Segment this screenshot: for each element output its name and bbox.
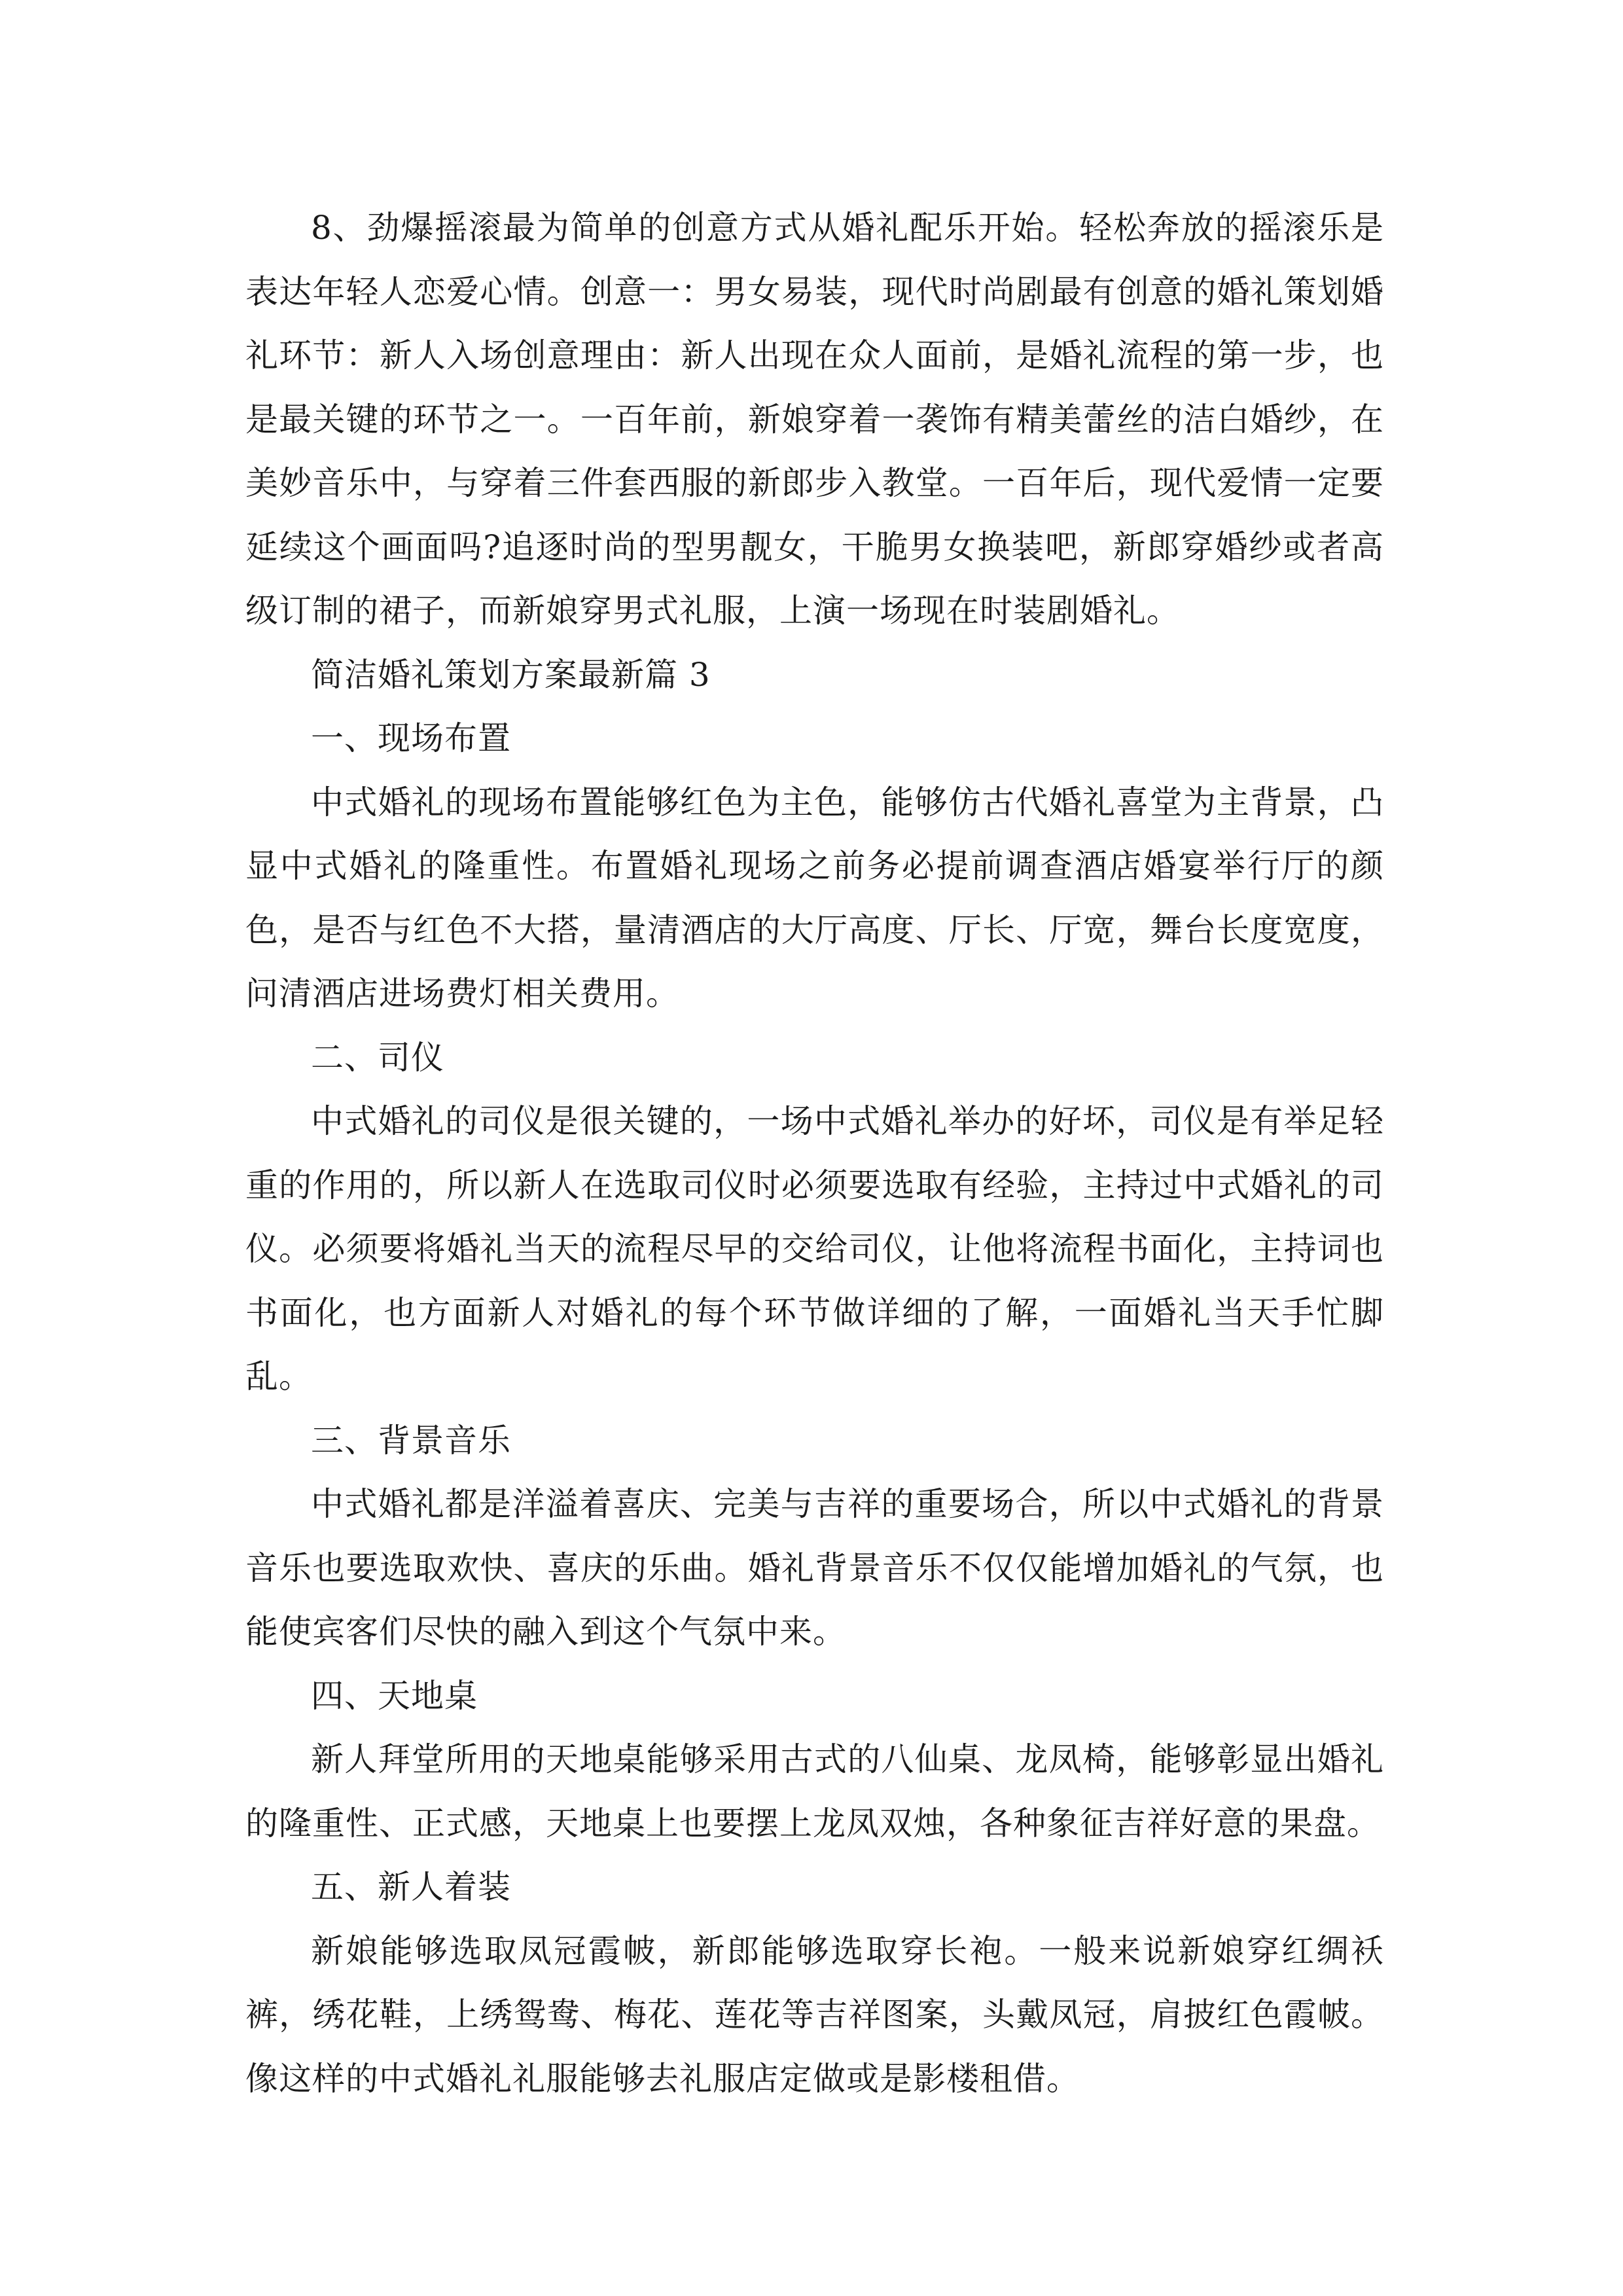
document-body bbox=[245, 196, 1384, 2111]
paragraph-mc: 中式婚礼的司仪是很关键的，一场中式婚礼举办的好坏，司仪是有举足轻重的作用的，所以新人在选取司仪时必须要选取有经验，主持过中式婚礼的司仪。必须要将婚礼当天的流程尽早的交给司仪，让他将流程书面化，主持词也书面化，也方面新人对婚礼的每个环节做详细的了解，一面婚礼当天手忙脚乱。 bbox=[245, 1102, 1384, 1395]
heading-background-music: 三、背景音乐 bbox=[311, 1421, 511, 1460]
heading-venue-decoration: 一、现场布置 bbox=[311, 719, 511, 757]
heading-mc: 二、司仪 bbox=[311, 1038, 444, 1077]
section-title: 简洁婚礼策划方案最新篇 3 bbox=[311, 655, 711, 694]
paragraph-heaven-earth-table: 新人拜堂所用的天地桌能够采用古式的八仙桌、龙凤椅，能够彰显出婚礼的隆重性、正式感，天地桌上也要摆上龙凤双烛，各种象征吉祥好意的果盘。 bbox=[245, 1740, 1384, 1842]
heading-couple-attire: 五、新人着装 bbox=[311, 1868, 511, 1906]
paragraph-venue-decoration: 中式婚礼的现场布置能够红色为主色，能够仿古代婚礼喜堂为主背景，凸显中式婚礼的隆重性。布置婚礼现场之前务必提前调查酒店婚宴举行厅的颜色，是否与红色不大搭，量清酒店的大厅高度、厅长、厅宽，舞台长度宽度，问清酒店进场费灯相关费用。 bbox=[245, 783, 1384, 1013]
paragraph-couple-attire: 新娘能够选取凤冠霞帔，新郎能够选取穿长袍。一般来说新娘穿红绸袄裤，绣花鞋，上绣鸳鸯、梅花、莲花等吉祥图案，头戴凤冠，肩披红色霞帔。像这样的中式婚礼礼服能够去礼服店定做或是影楼租借。 bbox=[245, 1931, 1384, 2098]
heading-heaven-earth-table: 四、天地桌 bbox=[311, 1676, 478, 1715]
paragraph-rock-music: 8、劲爆摇滚最为简单的创意方式从婚礼配乐开始。轻松奔放的摇滚乐是表达年轻人恋爱心情。创意一：男女易装，现代时尚剧最有创意的婚礼策划婚礼环节：新人入场创意理由：新人出现在众人面前，是婚礼流程的第一步，也是最关键的环节之一。一百年前，新娘穿着一袭饰有精美蕾丝的洁白婚纱，在美妙音乐中，与穿着三件套西服的新郎步入教堂。一百年后，现代爱情一定要延续这个画面吗?追逐时尚的型男靓女，干脆男女换装吧，新郎穿婚纱或者高级订制的裙子，而新娘穿男式礼服，上演一场现在时装剧婚礼。 bbox=[245, 209, 1384, 630]
paragraph-background-music: 中式婚礼都是洋溢着喜庆、完美与吉祥的重要场合，所以中式婚礼的背景音乐也要选取欢快、喜庆的乐曲。婚礼背景音乐不仅仅能增加婚礼的气氛，也能使宾客们尽快的融入到这个气氛中来。 bbox=[245, 1485, 1384, 1651]
